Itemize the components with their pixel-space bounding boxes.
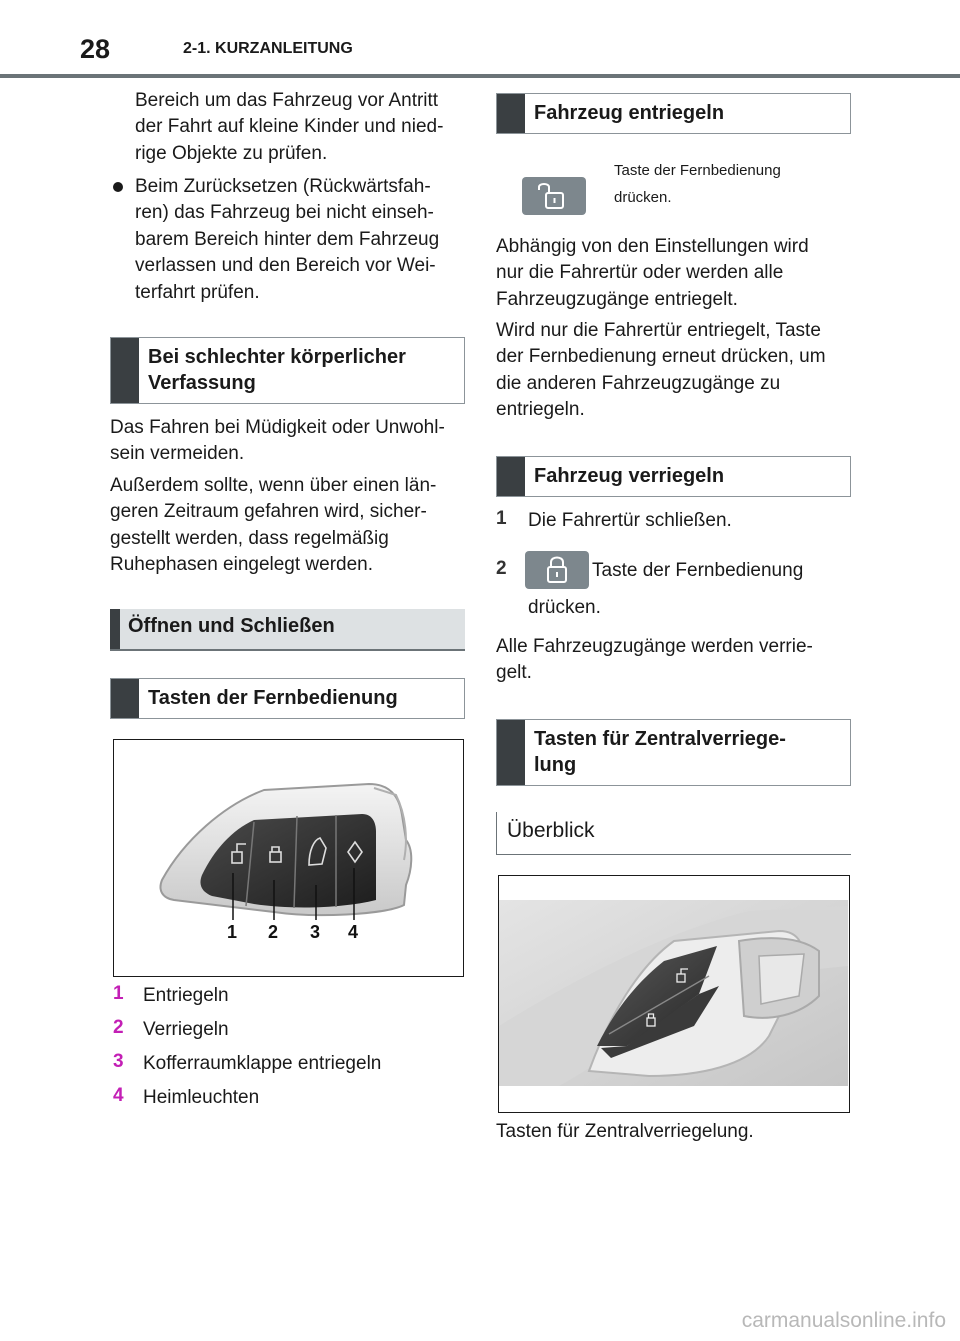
heading-text: Fahrzeug verriegeln	[534, 465, 725, 487]
text-line: gelt.	[496, 662, 532, 684]
unlock-key-button	[522, 177, 586, 215]
section-heading-open-close	[110, 609, 465, 651]
fatigue-paragraph	[110, 415, 445, 468]
lock-icon	[525, 551, 589, 589]
text-line: terfahrt prüfen.	[135, 281, 260, 303]
step-number: 1	[496, 508, 507, 529]
section-title: 2-1. KURZANLEITUNG	[183, 40, 353, 57]
text-line: nur die Fahrertür oder werden alle	[496, 262, 784, 284]
central-locking-figure	[498, 875, 850, 1113]
text-line: sein vermeiden.	[110, 443, 245, 465]
heading-line: lung	[534, 754, 577, 776]
key-fob-image	[114, 740, 462, 975]
heading-line: Bei schlechter körperlicher	[148, 346, 406, 368]
text-line: rige Objekte zu prüfen.	[135, 142, 328, 164]
step-text-continued: drücken.	[528, 597, 601, 618]
lock-key-button	[525, 551, 589, 589]
text-line: barem Bereich hinter dem Fahrzeug	[135, 228, 440, 250]
text-line: der Fernbedienung erneut drücken, um	[496, 346, 826, 368]
text-line: drücken.	[614, 189, 672, 206]
heading-box-unlock	[496, 93, 851, 134]
heading-bar	[497, 457, 525, 496]
heading-line: Tasten für Zentralverriege-	[534, 728, 786, 750]
key-label-3: 3	[310, 922, 321, 942]
intro-paragraph	[135, 88, 443, 167]
text-line: Alle Fahrzeugzugänge werden verrie-	[496, 636, 813, 657]
text-line: verlassen und den Bereich vor Wei-	[135, 255, 436, 277]
heading-line: Verfassung	[148, 372, 256, 394]
text-line: Abhängig von den Einstellungen wird	[496, 236, 809, 257]
subheading-text: Überblick	[507, 819, 595, 842]
subheading-overview	[496, 812, 851, 855]
step-number: 2	[496, 558, 507, 579]
text-line: Das Fahren bei Müdigkeit oder Unwohl-	[110, 417, 445, 438]
legend-number: 1	[113, 983, 124, 1004]
header-rule	[0, 74, 960, 78]
text-line: Bereich um das Fahrzeug vor Antritt	[135, 90, 439, 111]
heading-bar	[497, 94, 525, 133]
heading-text	[534, 726, 786, 778]
legend-number: 2	[113, 1017, 124, 1038]
heading-box-central-locking	[496, 719, 851, 786]
rest-paragraph	[110, 473, 436, 579]
legend-text: Kofferraumklappe entriegeln	[143, 1053, 382, 1074]
lock-paragraph	[496, 634, 813, 687]
heading-bar	[497, 720, 525, 785]
heading-text	[148, 344, 406, 396]
step-text: Die Fahrertür schließen.	[528, 510, 732, 531]
legend-text: Entriegeln	[143, 985, 229, 1006]
heading-bar	[110, 609, 120, 649]
unlock-paragraph-1	[496, 234, 809, 313]
heading-text: Fahrzeug entriegeln	[534, 102, 725, 124]
heading-box-lock	[496, 456, 851, 497]
text-line: ren) das Fahrzeug bei nicht einseh-	[135, 202, 434, 224]
central-locking-image	[499, 876, 848, 1111]
unlock-paragraph-2	[496, 318, 826, 424]
step-text: Taste der Fernbedienung	[592, 560, 804, 581]
legend-number: 4	[113, 1085, 124, 1106]
legend-text: Heimleuchten	[143, 1087, 260, 1108]
text-line: gestellt werden, dass regelmäßig	[110, 527, 389, 549]
text-line: geren Zeitraum gefahren wird, sicher-	[110, 501, 427, 523]
text-line: Fahrzeugzugänge entriegelt.	[496, 288, 738, 310]
legend-number: 3	[113, 1051, 124, 1072]
text-line: die anderen Fahrzeugzugänge zu	[496, 372, 781, 394]
key-label-2: 2	[268, 922, 279, 942]
text-line: Wird nur die Fahrertür entriegelt, Taste	[496, 320, 821, 341]
page-number: 28	[80, 34, 111, 64]
text-line: Ruhephasen eingelegt werden.	[110, 554, 374, 576]
heading-box-remote-keys	[110, 678, 465, 719]
figure-caption: Tasten für Zentralverriegelung.	[496, 1121, 754, 1142]
heading-text: Tasten der Fernbedienung	[148, 687, 398, 709]
key-fob-figure	[113, 739, 464, 977]
watermark: carmanualsonline.info	[741, 1309, 946, 1332]
unlock-icon	[522, 177, 586, 215]
bullet-icon	[113, 182, 123, 192]
heading-bar	[111, 679, 139, 718]
key-label-4: 4	[348, 922, 359, 942]
text-line: Außerdem sollte, wenn über einen län-	[110, 475, 437, 496]
key-label-1: 1	[227, 922, 238, 942]
text-line: entriegeln.	[496, 399, 585, 421]
heading-text: Öffnen und Schließen	[128, 615, 335, 637]
heading-box-condition	[110, 337, 465, 404]
text-line: Beim Zurücksetzen (Rückwärtsfah-	[135, 176, 431, 197]
text-line: der Fahrt auf kleine Kinder und nied-	[135, 116, 444, 138]
unlock-hint	[614, 157, 781, 211]
heading-bar	[111, 338, 139, 403]
legend-text: Verriegeln	[143, 1019, 229, 1040]
bullet-paragraph	[135, 174, 439, 306]
text-line: Taste der Fernbedienung	[614, 162, 781, 179]
